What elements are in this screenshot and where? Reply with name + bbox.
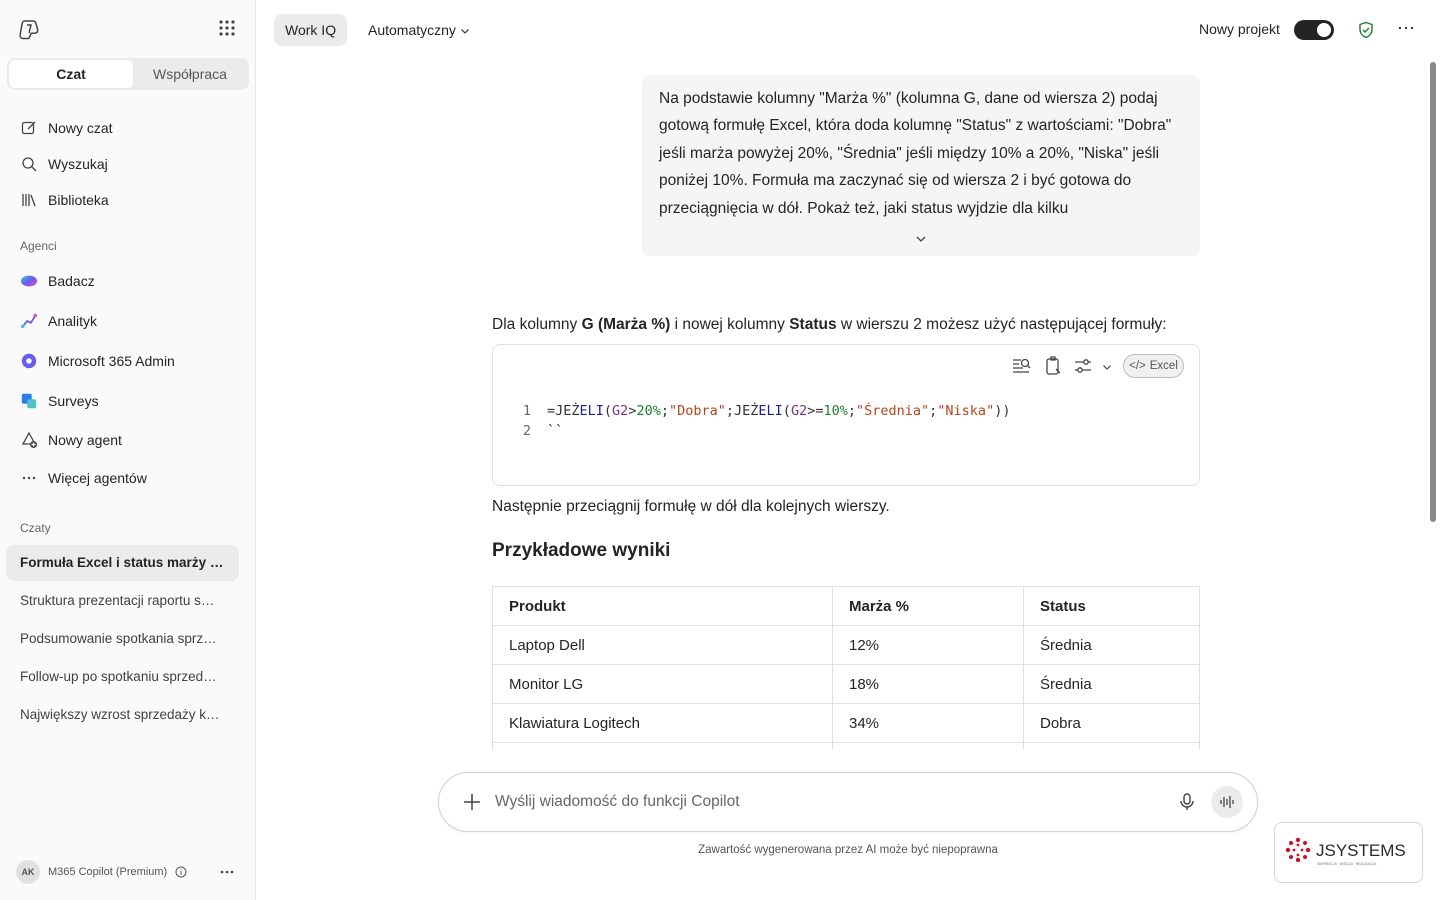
search-label: Wyszukaj <box>48 156 108 172</box>
shield-check-icon[interactable] <box>1357 21 1375 39</box>
agent-m365-admin[interactable] <box>6 345 242 377</box>
tab-chat[interactable]: Czat <box>9 60 133 88</box>
agent-label: Analityk <box>48 313 98 329</box>
preview-icon[interactable] <box>1010 355 1032 377</box>
column-header: Marża % <box>833 587 1024 626</box>
search-button[interactable] <box>6 148 242 180</box>
search-icon <box>20 155 38 173</box>
library-button[interactable] <box>6 184 242 216</box>
agent-analyst[interactable] <box>6 305 242 337</box>
analyst-icon <box>20 312 38 330</box>
table-header-row <box>493 587 1200 626</box>
code-text: `` <box>547 423 564 439</box>
work-iq-button[interactable]: Work IQ <box>274 14 347 46</box>
agent-label: Badacz <box>48 273 95 289</box>
ai-disclaimer: Zawartość wygenerowana przez AI może być niepoprawna <box>698 844 998 856</box>
user-message-text: Na podstawie kolumny "Marża %" (kolumna G, dane od wiersza 2) podaj gotową formułę Excel, która doda kolumnę "Status" z wartościami: "Dobra" jeśli marża powyżej 20%, "Średnia" jeśli między 10% a 20%, "Niska" jeśli poniżej 10%. Formuła ma zaczynać się od wiersza 2 i być gotowa do przeciągnięcia w dół. Pokaż też, jaki status wyjdzie dla kilku <box>659 90 1172 217</box>
column-header: Produkt <box>493 587 833 626</box>
new-project-label: Nowy projekt <box>1199 21 1280 37</box>
table-cell: Klawiatura Logitech <box>493 704 833 743</box>
table-cell: Średnia <box>1024 665 1200 704</box>
microphone-icon[interactable] <box>1177 792 1197 812</box>
agent-surveys[interactable] <box>6 385 242 417</box>
code-language-badge[interactable] <box>1123 354 1184 378</box>
line-number: 1 <box>522 403 531 419</box>
plan-label: M365 Copilot (Premium) <box>48 866 168 878</box>
examples-heading: Przykładowe wyniki <box>492 540 671 561</box>
copilot-logo-icon[interactable] <box>18 18 40 40</box>
chevron-down-icon[interactable] <box>1102 363 1112 371</box>
table-row <box>493 665 1200 704</box>
copy-icon[interactable] <box>1042 355 1064 377</box>
code-icon: </> <box>1129 360 1146 372</box>
mode-label: Automatyczny <box>368 22 456 38</box>
table-cell: Monitor LG <box>493 665 833 704</box>
chat-item[interactable]: Follow-up po spotkaniu sprzed… <box>20 669 217 684</box>
voice-mode-button[interactable] <box>1211 786 1243 818</box>
table-cell: 18% <box>833 665 1024 704</box>
new-agent-label: Nowy agent <box>48 432 122 448</box>
chats-section-label: Czaty <box>20 521 51 535</box>
scrollbar[interactable] <box>1430 62 1436 522</box>
message-composer[interactable] <box>438 772 1258 832</box>
avatar[interactable]: AK <box>16 860 40 884</box>
code-language-label: Excel <box>1149 360 1178 372</box>
library-label: Biblioteka <box>48 192 109 208</box>
brand-name: JSYSTEMS <box>1315 840 1406 860</box>
tab-collaboration[interactable]: Współpraca <box>153 66 227 82</box>
agents-section-label: Agenci <box>20 239 57 253</box>
intro-text: Dla kolumny <box>492 316 582 333</box>
table-cell: Laptop Dell <box>493 626 833 665</box>
agent-researcher[interactable] <box>6 265 242 297</box>
table-cell: Średnia <box>1024 626 1200 665</box>
intro-bold-column: G (Marża %) <box>581 316 671 333</box>
table-cell: Dobra <box>1024 704 1200 743</box>
agent-label: Microsoft 365 Admin <box>48 353 175 369</box>
column-header: Status <box>1024 587 1200 626</box>
chat-item[interactable]: Struktura prezentacji raportu s… <box>20 593 215 608</box>
account-footer[interactable] <box>16 858 246 886</box>
intro-bold-status: Status <box>789 316 837 333</box>
app-launcher-icon[interactable] <box>218 19 236 37</box>
expand-chevron-icon[interactable] <box>915 235 927 243</box>
answer-intro <box>492 316 1200 334</box>
chat-item[interactable]: Formuła Excel i status marży … <box>6 545 239 581</box>
answer-after-code: Następnie przeciągnij formułę w dół dla kolejnych wierszy. <box>492 498 890 515</box>
ellipsis-icon <box>20 469 38 487</box>
library-icon <box>20 191 38 209</box>
add-attachment-icon[interactable] <box>461 791 483 813</box>
new-chat-button[interactable] <box>6 112 242 144</box>
line-number: 2 <box>522 423 531 439</box>
brand-tagline: INSPIRACJA · WIEDZA · REALIZACJA <box>1316 861 1376 866</box>
agent-label: Surveys <box>48 393 99 409</box>
new-project-toggle[interactable] <box>1294 20 1334 40</box>
researcher-icon <box>20 272 38 290</box>
table-cell: 34% <box>833 704 1024 743</box>
surveys-icon <box>20 392 38 410</box>
chevron-down-icon <box>460 27 470 35</box>
account-more-icon[interactable] <box>219 866 235 878</box>
more-agents-label: Więcej agentów <box>48 470 147 486</box>
table-row <box>493 704 1200 743</box>
mode-dropdown[interactable] <box>357 14 481 46</box>
compose-icon <box>20 119 38 137</box>
jsystems-logo <box>1274 822 1423 883</box>
jsystems-logo-icon <box>1284 835 1414 871</box>
waveform-icon <box>1219 794 1235 810</box>
table-cell: 12% <box>833 626 1024 665</box>
intro-text: w wierszu 2 możesz użyć następującej formuły: <box>836 316 1167 333</box>
admin-gear-icon <box>20 352 38 370</box>
more-options-icon[interactable]: ⋯ <box>1397 18 1415 38</box>
sidebar <box>0 0 256 900</box>
code-block <box>492 344 1200 486</box>
new-agent-button[interactable] <box>6 424 242 456</box>
new-agent-icon <box>20 431 38 449</box>
intro-text: i nowej kolumny <box>670 316 790 333</box>
user-message-bubble <box>642 75 1200 256</box>
new-chat-label: Nowy czat <box>48 120 113 136</box>
more-agents-button[interactable] <box>6 462 242 494</box>
chat-item[interactable]: Największy wzrost sprzedaży k… <box>20 707 220 722</box>
table-row <box>493 626 1200 665</box>
code-formula: =JEŻELI(G2>20%;"Dobra";JEŻELI(G2>=10%;"Średnia";"Niska")) <box>547 403 1011 419</box>
mode-segmented-control <box>7 58 249 90</box>
composer-placeholder[interactable]: Wyślij wiadomość do funkcji Copilot <box>495 793 740 810</box>
chat-item[interactable]: Podsumowanie spotkania sprz… <box>20 631 217 646</box>
settings-sliders-icon[interactable] <box>1072 355 1094 377</box>
info-icon[interactable] <box>175 866 187 878</box>
